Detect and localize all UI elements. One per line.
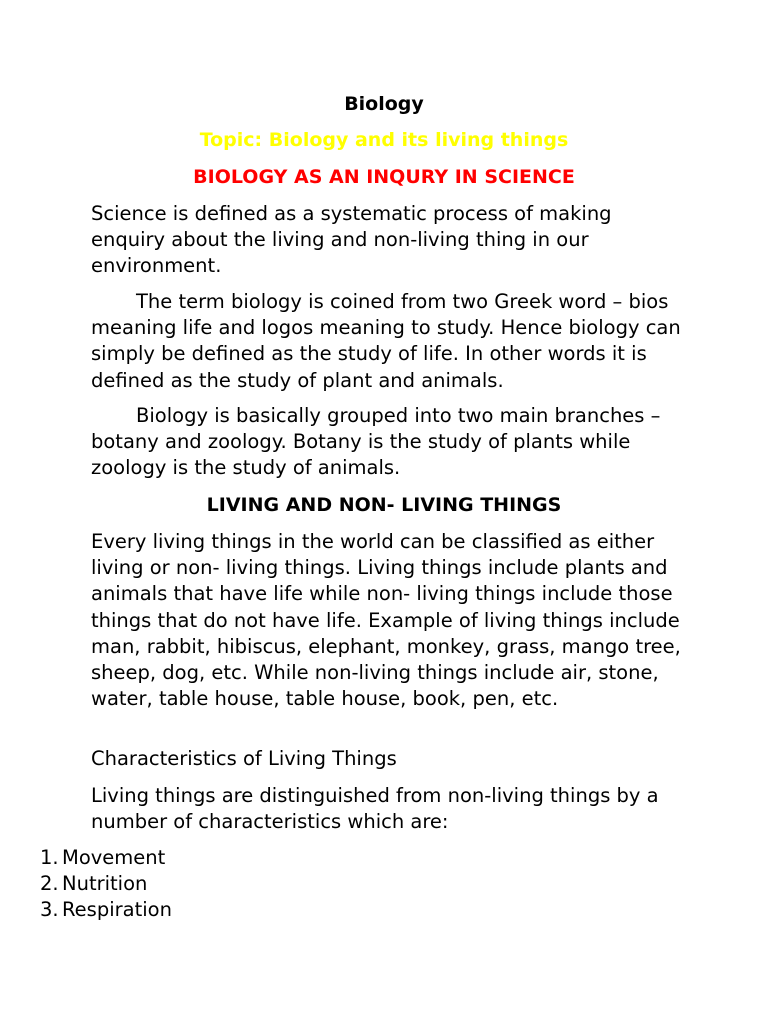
list-number: 1. [40, 846, 59, 869]
list-number: 2. [40, 872, 59, 896]
paragraph-branches: Biology is basically grouped into two main branches – botany and zoology. Botany is the study of plants while zoology is the study of animals. [91, 404, 661, 480]
paragraph-characteristics-heading: Characteristics of Living Things [91, 747, 397, 770]
paragraph-term-biology: The term biology is coined from two Greek word – bios meaning life and logos meaning to study. Hence biology can simply be defined as the study of life. In other words it is defined as the study of plant and animals. [91, 290, 681, 392]
paragraph-classification: Every living things in the world can be classified as either living or non- living things. Living things include plants and animals that have life while non- living things include those things that do not have life. Example of living things include man, rabbit, hibiscus, elephant, monkey, grass, mango tree, sheep, dog, etc. While non-living things include air, stone, water, table house, table house, book, pen, etc. [91, 530, 681, 711]
list-text: Nutrition [62, 872, 148, 896]
document-title: Biology [344, 93, 424, 115]
list-item [40, 845, 172, 871]
list-text: Respiration [62, 898, 172, 922]
paragraph-science-definition: Science is defined as a systematic process of making enquiry about the living and non-living thing in our environment. [91, 202, 612, 278]
list-item [40, 897, 172, 923]
section-heading-living: LIVING AND NON- LIVING THINGS [206, 494, 562, 516]
list-number: 3. [40, 898, 59, 922]
characteristics-list [40, 845, 172, 924]
list-item [40, 871, 172, 897]
topic-line: Topic: Biology and its living things [199, 129, 569, 151]
paragraph-distinguished: Living things are distinguished from non-living things by a number of characteristics which are: [91, 784, 659, 834]
list-text: Movement [62, 846, 166, 869]
section-heading-inquiry: BIOLOGY AS AN INQURY IN SCIENCE [193, 166, 575, 188]
